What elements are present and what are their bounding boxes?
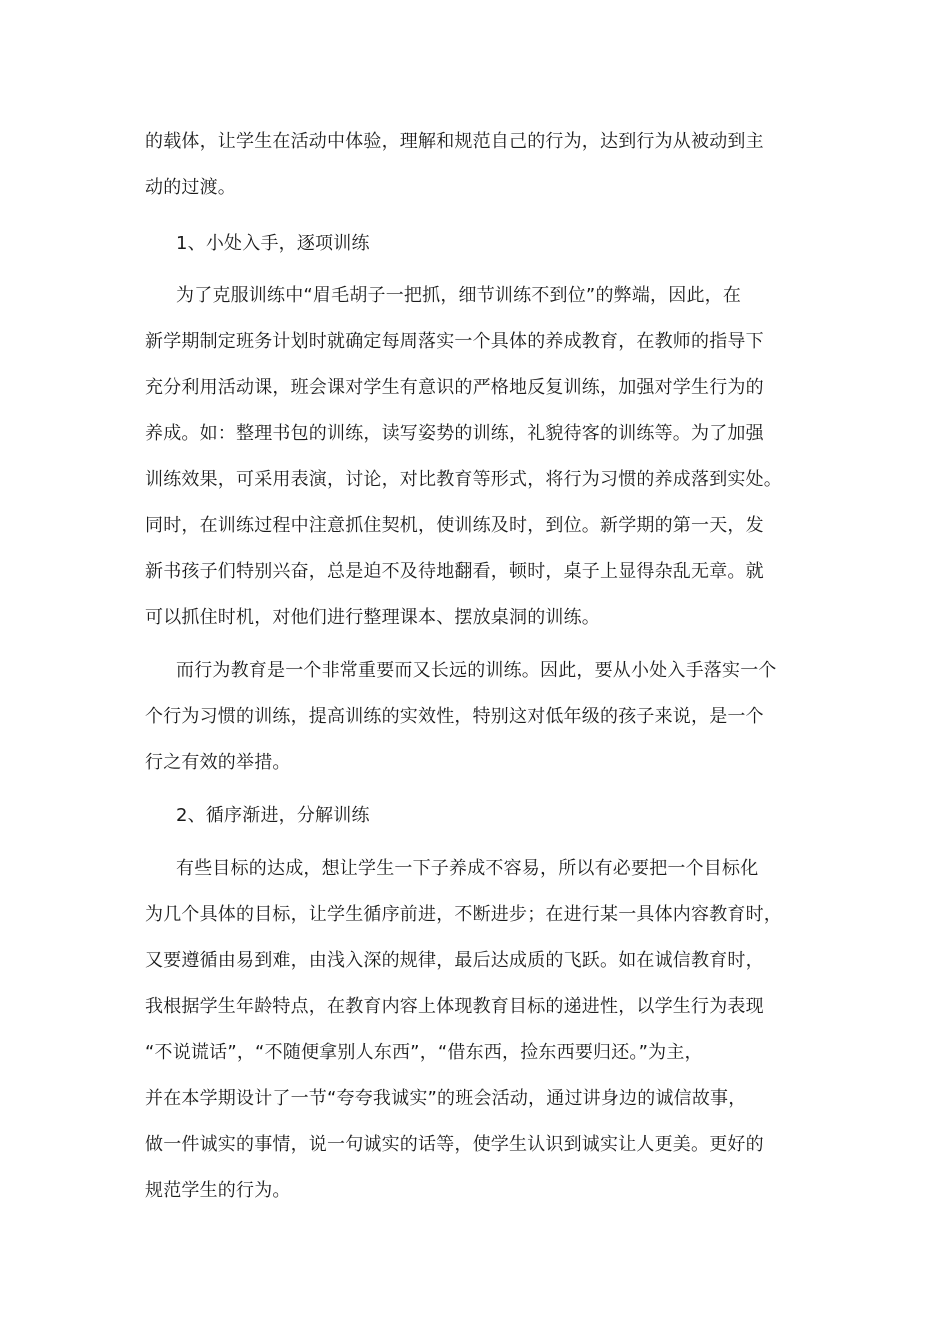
text-line: 行之有效的举措。 <box>145 752 291 773</box>
section-heading-1: 1、小处入手，逐项训练 <box>176 233 370 254</box>
text-line: 为了克服训练中“眉毛胡子一把抓，细节训练不到位”的弊端，因此，在 <box>176 285 742 306</box>
text-line: 有些目标的达成，想让学生一下子养成不容易，所以有必要把一个目标化 <box>176 858 759 879</box>
text-line: 并在本学期设计了一节“夸夸我诚实”的班会活动，通过讲身边的诚信故事， <box>145 1088 747 1109</box>
text-line: 动的过渡。 <box>145 177 236 198</box>
text-line: 的载体，让学生在活动中体验，理解和规范自己的行为，达到行为从被动到主 <box>145 131 764 152</box>
text-line: 可以抓住时机，对他们进行整理课本、摆放桌洞的训练。 <box>145 607 600 628</box>
text-line: 为几个具体的目标，让学生循序前进，不断进步；在进行某一具体内容教育时， <box>145 904 782 925</box>
text-line: 养成。如：整理书包的训练，读写姿势的训练，礼貌待客的训练等。为了加强 <box>145 423 764 444</box>
text-line: 充分利用活动课，班会课对学生有意识的严格地反复训练，加强对学生行为的 <box>145 377 764 398</box>
text-line: 规范学生的行为。 <box>145 1180 291 1201</box>
text-line: 个行为习惯的训练，提高训练的实效性，特别这对低年级的孩子来说，是一个 <box>145 706 764 727</box>
text-line: 同时，在训练过程中注意抓住契机，使训练及时，到位。新学期的第一天，发 <box>145 515 764 536</box>
text-line: 又要遵循由易到难，由浅入深的规律，最后达成质的飞跃。如在诚信教育时， <box>145 950 764 971</box>
text-line: 做一件诚实的事情，说一句诚实的话等，使学生认识到诚实让人更美。更好的 <box>145 1134 764 1155</box>
text-line: 新书孩子们特别兴奋，总是迫不及待地翻看，顿时，桌子上显得杂乱无章。就 <box>145 561 764 582</box>
text-line: 我根据学生年龄特点，在教育内容上体现教育目标的递进性，以学生行为表现 <box>145 996 764 1017</box>
text-line: 训练效果，可采用表演，讨论，对比教育等形式，将行为习惯的养成落到实处。 <box>145 469 782 490</box>
text-line: “不说谎话”，“不随便拿别人东西”，“借东西，捡东西要归还。”为主， <box>145 1042 703 1063</box>
text-line: 新学期制定班务计划时就确定每周落实一个具体的养成教育，在教师的指导下 <box>145 331 764 352</box>
section-heading-2: 2、循序渐进，分解训练 <box>176 805 370 826</box>
text-line: 而行为教育是一个非常重要而又长远的训练。因此，要从小处入手落实一个 <box>176 660 777 681</box>
